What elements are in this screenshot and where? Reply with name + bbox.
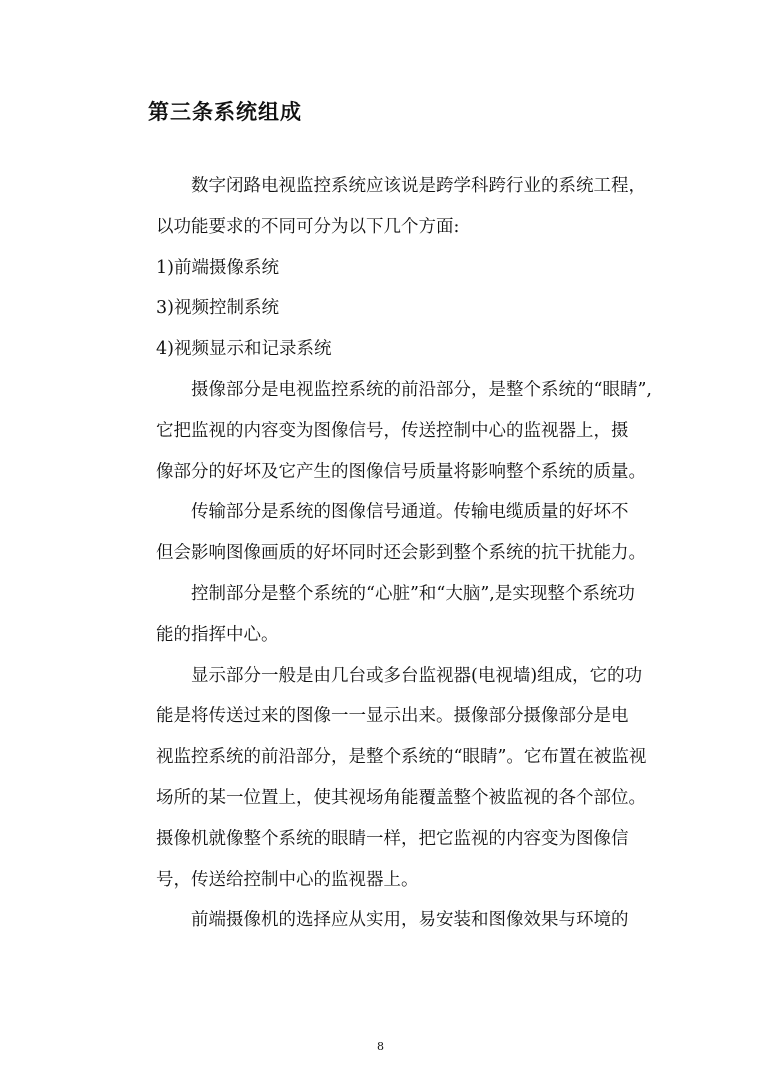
text-line: 以功能要求的不同可分为以下几个方面: — [156, 216, 460, 237]
paragraph-camera — [121, 370, 661, 492]
text-line: 摄像部分是电视监控系统的前沿部分，是整个系统的“眼睛”, — [191, 379, 652, 400]
text-line: 1)前端摄像系统 — [156, 257, 279, 278]
text-line: 它把监视的内容变为图像信号，传送控制中心的监视器上，摄 — [156, 420, 629, 441]
text-line: 但会影响图像画质的好坏同时还会影到整个系统的抗干扰能力。 — [156, 543, 646, 564]
text-line: 控制部分是整个系统的“心脏”和“大脑”,是实现整个系统功 — [191, 583, 635, 604]
text-line: 摄像机就像整个系统的眼睛一样，把它监视的内容变为图像信 — [156, 828, 629, 849]
paragraph-control — [121, 574, 661, 656]
text-line: 号，传送给控制中心的监视器上。 — [156, 869, 419, 890]
text-line: 场所的某一位置上，使其视场角能覆盖整个被监视的各个部位。 — [156, 787, 646, 808]
paragraph-intro — [121, 166, 661, 248]
text-line: 数字闭路电视监控系统应该说是跨学科跨行业的系统工程， — [191, 176, 646, 196]
text-line: 传输部分是系统的图像信号通道。传输电缆质量的好坏不 — [191, 502, 629, 523]
text-line: 像部分的好坏及它产生的图像信号质量将影响整个系统的质量。 — [156, 461, 646, 482]
paragraph-display — [121, 656, 661, 901]
paragraph-frontend-camera — [121, 900, 661, 941]
list-item — [121, 329, 661, 370]
list-item — [121, 248, 661, 289]
page-number: 8 — [377, 1040, 384, 1053]
text-line: 能的指挥中心。 — [156, 624, 279, 645]
list-item — [121, 288, 661, 329]
document-body — [121, 166, 661, 941]
text-line: 显示部分一般是由几台或多台监视器(电视墙)组成，它的功 — [191, 665, 643, 686]
text-line: 前端摄像机的选择应从实用，易安装和图像效果与环境的 — [191, 910, 629, 931]
text-line: 能是将传送过来的图像一一显示出来。摄像部分摄像部分是电 — [156, 706, 629, 727]
text-line: 3)视频控制系统 — [156, 298, 279, 319]
text-line: 视监控系统的前沿部分，是整个系统的“眼睛”。它布置在被监视 — [156, 747, 647, 768]
paragraph-transmission — [121, 492, 661, 574]
text-line: 4)视频显示和记录系统 — [156, 339, 332, 360]
section-heading: 第三条系统组成 — [148, 99, 302, 124]
